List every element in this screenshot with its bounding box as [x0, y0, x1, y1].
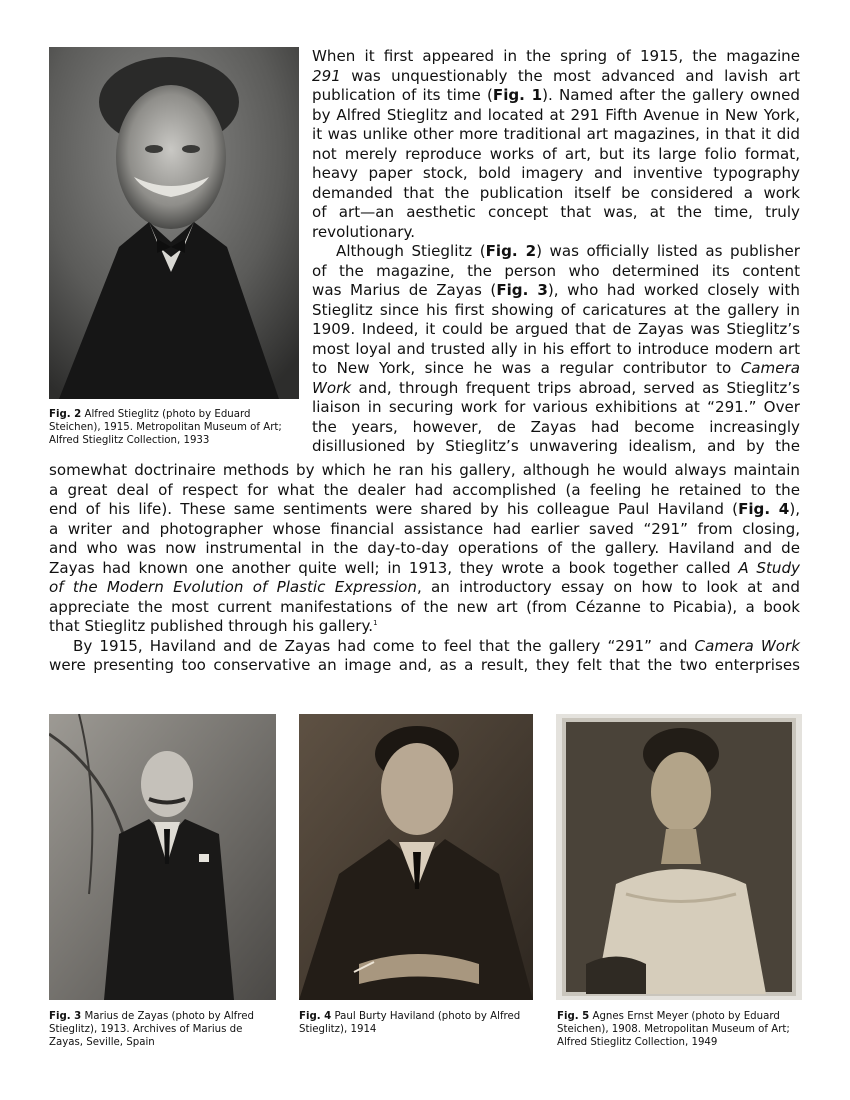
text-line: 1909. Indeed, it could be argued that de Zayas was Stieglitz’s [312, 320, 800, 338]
text-line: 291 was unquestionably the most advanced and lavish art [312, 66, 800, 85]
fig-ref: Fig. 3 [496, 281, 548, 299]
text-line: appreciate the most current manifestations of the new art (from Cézanne to Picabia), a book [49, 597, 800, 616]
text-line: most loyal and trusted ally in his effort to introduce modern art [312, 339, 800, 358]
text-line: Although Stieglitz (Fig. 2) was officially listed as publisher [336, 242, 800, 260]
fig4-photo [299, 714, 533, 1000]
fig2-photo [49, 47, 299, 399]
text-line: of the Modern Evolution of Plastic Expression, an introductory essay on how to look at and [49, 578, 800, 596]
text-line: revolutionary. [312, 222, 416, 241]
text-line: the years, however, de Zayas had become increasingly [312, 417, 800, 436]
text-line: Zayas had known one another quite well; in 1913, they wrote a book together called A Study [49, 558, 800, 577]
text-line: that Stieglitz published through his gallery.$^1$ [49, 617, 378, 635]
text-line: it was unlike other more traditional art magazines, in that it did [312, 125, 800, 143]
fig4-caption-text: Paul Burty Haviland (photo by Alfred Stieglitz), 1914 [299, 1011, 521, 1035]
fig4-caption [299, 1010, 533, 1036]
text-line: somewhat doctrinaire methods by which he ran his gallery, although he would always maintain [49, 461, 800, 479]
text-line: demanded that the publication itself be considered a work [312, 183, 800, 202]
full-width-text-block [49, 461, 800, 676]
text-line: Work and, through frequent trips abroad, served as Stieglitz’s [312, 378, 800, 397]
text-line: end of his life). These same sentiments were shared by his colleague Paul Haviland (Fig. 4), [49, 500, 800, 518]
fig2-caption [49, 408, 299, 447]
text-line: publication of its time (Fig. 1). Named after the gallery owned [312, 86, 801, 104]
fig2-caption-text: Alfred Stieglitz (photo by Eduard Steichen), 1915. Metropolitan Museum of Art; Alfred Stieglitz Collection, 1933 [49, 409, 282, 446]
text-line: by Alfred Stieglitz and located at 291 Fifth Avenue in New York, [312, 105, 800, 124]
fig5-caption-text: Agnes Ernst Meyer (photo by Eduard Steichen), 1908. Metropolitan Museum of Art; Alfred Stieglitz Collection, 1949 [557, 1011, 790, 1048]
float-text-block [312, 47, 800, 457]
text-line: When it first appeared in the spring of 1915, the magazine [312, 47, 800, 65]
text-line: Stieglitz since his first showing of caricatures at the gallery in [312, 300, 800, 319]
text-line: liaison in securing work for various exhibitions at “291.” Over [312, 398, 800, 416]
text-line: a writer and photographer whose financial assistance had earlier saved “291” from closing, [49, 519, 800, 538]
text-line: of the magazine, the person who determined its content [312, 261, 800, 280]
text-line: and who was now instrumental in the day-to-day operations of the gallery. Haviland and de [49, 539, 800, 557]
fig2-label: Fig. 2 [49, 409, 82, 420]
text-line: of art—an aesthetic concept that was, at the time, truly [312, 203, 800, 221]
fig-ref: Fig. 4 [738, 500, 790, 518]
text-line: to New York, since he was a regular contributor to Camera [312, 359, 800, 377]
fig3-caption [49, 1010, 276, 1049]
text-line: By 1915, Haviland and de Zayas had come to feel that the gallery “291” and Camera Work [73, 636, 800, 655]
fig-ref: Fig. 1 [492, 86, 543, 104]
fig-ref: Fig. 2 [485, 242, 537, 260]
footnote-marker: 1 [373, 619, 378, 627]
fig4-label: Fig. 4 [299, 1011, 332, 1022]
fig3-photo [49, 714, 276, 1000]
text-line: disillusioned by Stieglitz’s unwavering idealism, and by the [312, 437, 800, 455]
text-line: not merely reproduce works of art, but its large folio format, [312, 144, 800, 163]
text-line: was Marius de Zayas (Fig. 3), who had worked closely with [312, 281, 800, 299]
text-line: a great deal of respect for what the dealer had accomplished (a feeling he retained to the [49, 480, 800, 499]
fig3-label: Fig. 3 [49, 1011, 82, 1022]
fig5-label: Fig. 5 [557, 1011, 590, 1022]
text-line: were presenting too conservative an image and, as a result, they felt that the two enterprises [49, 656, 800, 674]
fig3-caption-text: Marius de Zayas (photo by Alfred Stieglitz), 1913. Archives of Marius de Zayas, Seville, Spain [49, 1011, 254, 1048]
text-line: heavy paper stock, bold imagery and inventive typography [312, 164, 800, 182]
fig5-photo [556, 714, 802, 1000]
fig5-caption [557, 1010, 802, 1049]
